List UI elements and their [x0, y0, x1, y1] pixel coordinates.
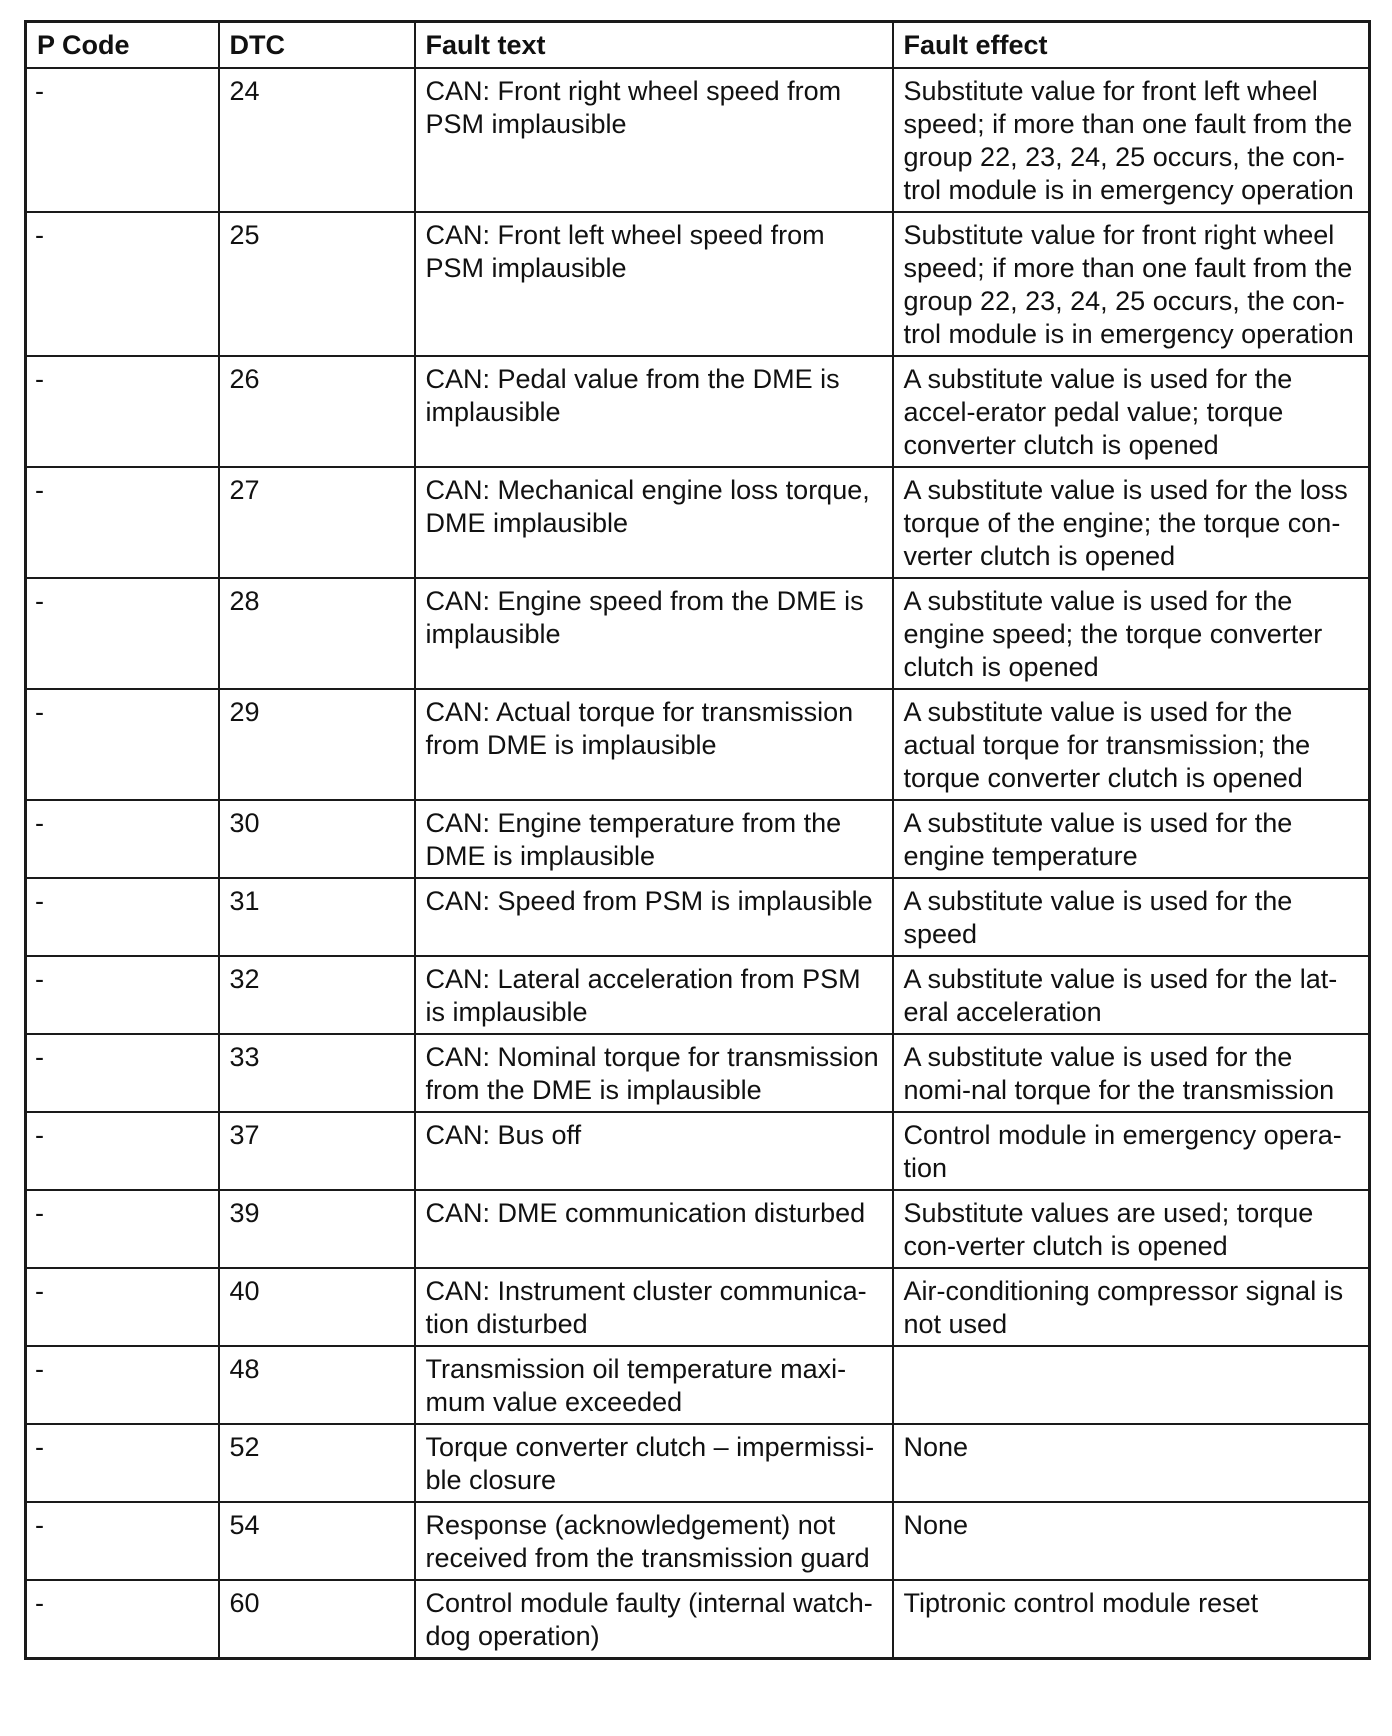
header-row: [26, 22, 1370, 69]
cell-p-code: -: [26, 1502, 219, 1580]
table-row: [26, 356, 1370, 467]
cell-fault-text: CAN: Speed from PSM is implausible: [415, 878, 893, 956]
table-row: [26, 212, 1370, 356]
cell-fault-text: Response (acknowledgement) not received from the transmission guard: [415, 1502, 893, 1580]
cell-fault-text: CAN: Pedal value from the DME is implausible: [415, 356, 893, 467]
cell-fault-text: CAN: Engine temperature from the DME is implausible: [415, 800, 893, 878]
cell-dtc: 25: [219, 212, 415, 356]
cell-fault-text: CAN: Front left wheel speed from PSM implausible: [415, 212, 893, 356]
table-row: [26, 68, 1370, 212]
cell-p-code: -: [26, 878, 219, 956]
cell-fault-effect: A substitute value is used for the engine temperature: [893, 800, 1370, 878]
cell-fault-effect: A substitute value is used for the loss torque of the engine; the torque con-verter clutch is opened: [893, 467, 1370, 578]
table-row: [26, 578, 1370, 689]
cell-p-code: -: [26, 1268, 219, 1346]
cell-fault-text: Control module faulty (internal watch-dog operation): [415, 1580, 893, 1659]
header-p-code: P Code: [26, 22, 219, 69]
cell-dtc: 32: [219, 956, 415, 1034]
cell-dtc: 26: [219, 356, 415, 467]
cell-dtc: 54: [219, 1502, 415, 1580]
cell-dtc: 52: [219, 1424, 415, 1502]
cell-fault-effect: Control module in emergency opera-tion: [893, 1112, 1370, 1190]
table-row: [26, 1502, 1370, 1580]
cell-fault-effect: None: [893, 1502, 1370, 1580]
cell-fault-effect: Air-conditioning compressor signal is not used: [893, 1268, 1370, 1346]
cell-fault-effect: Substitute values are used; torque con-verter clutch is opened: [893, 1190, 1370, 1268]
cell-p-code: -: [26, 1346, 219, 1424]
cell-p-code: -: [26, 356, 219, 467]
header-dtc: DTC: [219, 22, 415, 69]
table-body: [26, 68, 1370, 1659]
table-row: [26, 1034, 1370, 1112]
cell-p-code: -: [26, 1190, 219, 1268]
cell-dtc: 29: [219, 689, 415, 800]
table-row: [26, 878, 1370, 956]
cell-fault-text: CAN: Nominal torque for transmission from the DME is implausible: [415, 1034, 893, 1112]
cell-p-code: -: [26, 1424, 219, 1502]
cell-fault-effect: Substitute value for front left wheel speed; if more than one fault from the group 22, 23, 24, 25 occurs, the con-trol module is in emergency operation: [893, 68, 1370, 212]
cell-dtc: 48: [219, 1346, 415, 1424]
cell-fault-effect: A substitute value is used for the lat-eral acceleration: [893, 956, 1370, 1034]
cell-fault-text: CAN: Instrument cluster communica-tion disturbed: [415, 1268, 893, 1346]
cell-p-code: -: [26, 1034, 219, 1112]
header-fault-effect: Fault effect: [893, 22, 1370, 69]
cell-fault-effect: None: [893, 1424, 1370, 1502]
table-row: [26, 1424, 1370, 1502]
cell-dtc: 27: [219, 467, 415, 578]
cell-fault-text: Transmission oil temperature maxi-mum value exceeded: [415, 1346, 893, 1424]
table-header: [26, 22, 1370, 69]
cell-dtc: 40: [219, 1268, 415, 1346]
cell-dtc: 39: [219, 1190, 415, 1268]
cell-dtc: 24: [219, 68, 415, 212]
header-fault-text: Fault text: [415, 22, 893, 69]
table-row: [26, 1580, 1370, 1659]
cell-fault-effect: A substitute value is used for the actual torque for transmission; the torque converter clutch is opened: [893, 689, 1370, 800]
cell-dtc: 28: [219, 578, 415, 689]
cell-p-code: -: [26, 212, 219, 356]
cell-fault-text: CAN: Engine speed from the DME is implausible: [415, 578, 893, 689]
cell-dtc: 60: [219, 1580, 415, 1659]
cell-fault-effect: Substitute value for front right wheel speed; if more than one fault from the group 22, 23, 24, 25 occurs, the con-trol module is in emergency operation: [893, 212, 1370, 356]
cell-fault-effect: A substitute value is used for the speed: [893, 878, 1370, 956]
cell-fault-text: CAN: DME communication disturbed: [415, 1190, 893, 1268]
cell-fault-effect: A substitute value is used for the engine speed; the torque converter clutch is opened: [893, 578, 1370, 689]
cell-p-code: -: [26, 1112, 219, 1190]
document-page: [24, 20, 1368, 1660]
cell-p-code: -: [26, 689, 219, 800]
table-row: [26, 1190, 1370, 1268]
cell-fault-effect: A substitute value is used for the nomi-nal torque for the transmission: [893, 1034, 1370, 1112]
cell-fault-effect: [893, 1346, 1370, 1424]
cell-p-code: -: [26, 467, 219, 578]
cell-dtc: 33: [219, 1034, 415, 1112]
cell-p-code: -: [26, 956, 219, 1034]
table-row: [26, 1112, 1370, 1190]
cell-dtc: 31: [219, 878, 415, 956]
cell-p-code: -: [26, 1580, 219, 1659]
table-row: [26, 1268, 1370, 1346]
cell-p-code: -: [26, 800, 219, 878]
table-row: [26, 689, 1370, 800]
cell-fault-text: CAN: Mechanical engine loss torque, DME implausible: [415, 467, 893, 578]
table-row: [26, 800, 1370, 878]
cell-fault-effect: A substitute value is used for the accel-erator pedal value; torque converter clutch is opened: [893, 356, 1370, 467]
cell-fault-text: Torque converter clutch – impermissi-ble closure: [415, 1424, 893, 1502]
cell-fault-text: CAN: Actual torque for transmission from DME is implausible: [415, 689, 893, 800]
table-row: [26, 467, 1370, 578]
cell-fault-text: CAN: Lateral acceleration from PSM is implausible: [415, 956, 893, 1034]
dtc-fault-table: [24, 20, 1371, 1660]
cell-fault-effect: Tiptronic control module reset: [893, 1580, 1370, 1659]
cell-p-code: -: [26, 68, 219, 212]
cell-fault-text: CAN: Front right wheel speed from PSM implausible: [415, 68, 893, 212]
cell-dtc: 30: [219, 800, 415, 878]
cell-p-code: -: [26, 578, 219, 689]
table-row: [26, 1346, 1370, 1424]
cell-fault-text: CAN: Bus off: [415, 1112, 893, 1190]
cell-dtc: 37: [219, 1112, 415, 1190]
table-row: [26, 956, 1370, 1034]
